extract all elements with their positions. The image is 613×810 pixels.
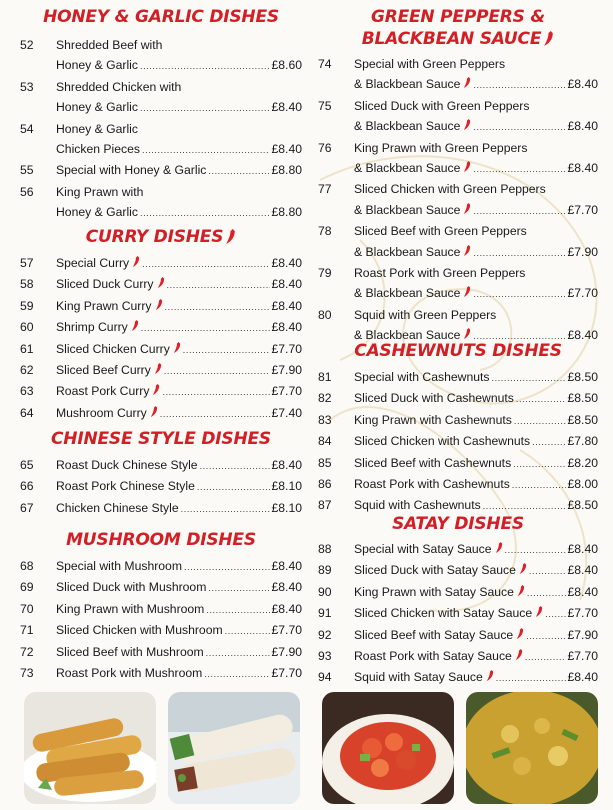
item-number: 73 bbox=[20, 666, 34, 681]
item-price: £8.40 bbox=[567, 77, 598, 92]
item-price: £7.40 bbox=[271, 405, 302, 420]
item-name: Squid with Green Peppers bbox=[354, 307, 497, 322]
item-price: £7.90 bbox=[567, 627, 598, 642]
item-number: 72 bbox=[20, 644, 34, 659]
leader-dots bbox=[527, 583, 566, 603]
item-name: Shredded Beef with bbox=[56, 38, 163, 52]
section-title: CASHEWNUTS DISHES bbox=[354, 341, 562, 361]
item-number: 78 bbox=[318, 224, 332, 239]
leader-dots bbox=[200, 456, 270, 476]
item-number: 84 bbox=[318, 434, 332, 449]
item-list bbox=[20, 253, 302, 424]
item-price: £7.70 bbox=[271, 384, 302, 399]
chili-icon bbox=[155, 299, 163, 310]
item-price: £7.70 bbox=[567, 606, 598, 621]
item-price: £8.20 bbox=[567, 455, 598, 470]
menu-item bbox=[318, 582, 598, 603]
item-name: Shredded Chicken with bbox=[56, 79, 182, 94]
item-number: 91 bbox=[318, 606, 332, 621]
chili-icon bbox=[543, 31, 554, 46]
item-name: Honey & Garlic bbox=[56, 58, 138, 73]
item-name: Mushroom Curry bbox=[56, 405, 147, 420]
menu-item bbox=[318, 410, 598, 431]
menu-item bbox=[20, 360, 302, 381]
leader-dots bbox=[496, 668, 566, 688]
item-price: £8.50 bbox=[567, 412, 598, 427]
item-price: £8.40 bbox=[567, 563, 598, 578]
menu-item bbox=[318, 179, 598, 221]
leader-dots bbox=[184, 557, 270, 577]
menu-item bbox=[318, 221, 598, 263]
leader-dots bbox=[164, 361, 270, 381]
item-name: Honey & Garlic bbox=[56, 121, 138, 136]
leader-dots bbox=[183, 340, 270, 360]
item-name: & Blackbean Sauce bbox=[354, 202, 461, 217]
item-number: 59 bbox=[20, 298, 34, 313]
food-photos bbox=[0, 692, 613, 810]
section-title bbox=[20, 226, 302, 248]
item-number: 52 bbox=[20, 38, 34, 52]
menu-item bbox=[20, 160, 302, 181]
item-number: 62 bbox=[20, 363, 34, 378]
honey-garlic-section bbox=[20, 6, 302, 224]
menu-item bbox=[318, 388, 598, 409]
chili-icon bbox=[463, 286, 471, 297]
chili-icon bbox=[463, 328, 471, 339]
leader-dots bbox=[532, 432, 565, 452]
item-name: Chicken Chinese Style bbox=[56, 500, 179, 515]
item-price: £8.40 bbox=[567, 119, 598, 134]
section-title-text: BLACKBEAN SAUCE bbox=[361, 29, 542, 49]
item-price: £8.40 bbox=[271, 580, 302, 595]
item-number: 64 bbox=[20, 405, 34, 420]
menu-item bbox=[318, 474, 598, 495]
item-name: Sliced Beef with Cashewnuts bbox=[354, 455, 512, 470]
leader-dots bbox=[197, 477, 270, 497]
item-number: 69 bbox=[20, 580, 34, 595]
item-number: 61 bbox=[20, 341, 34, 356]
chili-icon bbox=[132, 256, 140, 267]
leader-dots bbox=[208, 578, 269, 598]
item-number: 53 bbox=[20, 79, 34, 94]
item-price: £7.70 bbox=[567, 202, 598, 217]
item-name: Roast Pork with Mushroom bbox=[56, 666, 203, 681]
leader-dots bbox=[162, 382, 269, 402]
mushroom-section bbox=[20, 529, 302, 684]
leader-dots bbox=[140, 203, 270, 223]
chili-icon bbox=[463, 77, 471, 88]
menu-item bbox=[20, 77, 302, 119]
menu-item bbox=[318, 603, 598, 624]
item-price: £7.90 bbox=[567, 244, 598, 259]
item-name: King Prawn Curry bbox=[56, 298, 152, 313]
chili-icon bbox=[486, 670, 494, 681]
item-name: Sliced Beef with Satay Sauce bbox=[354, 627, 514, 642]
leader-dots bbox=[514, 411, 566, 431]
section-title-line1: GREEN PEPPERS & bbox=[370, 7, 546, 27]
item-number: 66 bbox=[20, 479, 34, 494]
item-price: £7.70 bbox=[271, 341, 302, 356]
menu-item bbox=[20, 556, 302, 577]
item-name: Sliced Duck Curry bbox=[56, 277, 154, 292]
leader-dots bbox=[526, 626, 565, 646]
item-price: £7.80 bbox=[567, 434, 598, 449]
item-name: Sliced Chicken with Cashewnuts bbox=[354, 434, 531, 449]
item-name: Roast Pork Curry bbox=[56, 384, 150, 399]
item-price: £8.40 bbox=[271, 601, 302, 616]
satay-section bbox=[318, 513, 598, 689]
leader-dots bbox=[181, 499, 270, 519]
item-price: £8.50 bbox=[567, 391, 598, 406]
menu-item bbox=[20, 476, 302, 497]
item-number: 89 bbox=[318, 563, 332, 578]
chili-icon bbox=[152, 384, 160, 395]
menu-item bbox=[318, 539, 598, 560]
section-title-text: CURRY DISHES bbox=[85, 227, 224, 247]
chili-icon bbox=[495, 542, 503, 553]
item-number: 80 bbox=[318, 307, 332, 322]
leader-dots bbox=[473, 243, 565, 263]
chili-icon bbox=[517, 585, 525, 596]
item-price: £8.80 bbox=[271, 205, 302, 220]
curry-photo bbox=[466, 692, 598, 804]
leader-dots bbox=[505, 540, 566, 560]
item-name: Special with Honey & Garlic bbox=[56, 163, 207, 178]
leader-dots bbox=[225, 621, 270, 641]
menu-item bbox=[20, 642, 302, 663]
item-name: Special with Green Peppers bbox=[354, 57, 506, 71]
item-name: Sliced Duck with Mushroom bbox=[56, 580, 207, 595]
item-name: Sliced Beef Curry bbox=[56, 363, 151, 378]
item-number: 77 bbox=[318, 182, 332, 197]
leader-dots bbox=[208, 161, 269, 181]
item-number: 74 bbox=[318, 57, 332, 71]
chili-icon bbox=[515, 649, 523, 660]
chili-icon bbox=[131, 320, 139, 331]
item-price: £7.70 bbox=[271, 623, 302, 638]
item-number: 68 bbox=[20, 559, 34, 573]
item-name: & Blackbean Sauce bbox=[354, 161, 461, 176]
leader-dots bbox=[206, 643, 270, 663]
item-number: 83 bbox=[318, 412, 332, 427]
chili-icon bbox=[157, 277, 165, 288]
menu-item bbox=[318, 431, 598, 452]
menu-item bbox=[318, 560, 598, 581]
item-name: King Prawn with bbox=[56, 184, 144, 199]
sweet-and-sour-photo bbox=[322, 692, 454, 804]
leader-dots bbox=[140, 98, 270, 118]
item-number: 93 bbox=[318, 649, 332, 664]
section-title: HONEY & GARLIC DISHES bbox=[43, 7, 279, 27]
leader-dots bbox=[165, 297, 270, 317]
leader-dots bbox=[167, 275, 270, 295]
item-name: Special Curry bbox=[56, 256, 130, 270]
menu-item bbox=[20, 317, 302, 338]
menu-item bbox=[20, 339, 302, 360]
item-price: £8.50 bbox=[567, 370, 598, 384]
item-price: £8.40 bbox=[271, 320, 302, 335]
item-name: Special with Satay Sauce bbox=[354, 542, 492, 556]
item-name: Sliced Chicken Curry bbox=[56, 341, 170, 356]
leader-dots bbox=[473, 284, 565, 304]
leader-dots bbox=[516, 389, 566, 409]
section-title-line2 bbox=[318, 28, 598, 50]
item-name: King Prawn with Mushroom bbox=[56, 601, 205, 616]
item-number: 81 bbox=[318, 370, 332, 384]
chili-icon bbox=[516, 628, 524, 639]
leader-dots bbox=[142, 254, 269, 274]
item-name: Sliced Duck with Cashewnuts bbox=[354, 391, 514, 406]
item-number: 86 bbox=[318, 477, 332, 492]
item-name: Sliced Duck with Green Peppers bbox=[354, 98, 530, 113]
item-price: £8.10 bbox=[271, 500, 302, 515]
item-name: Sliced Chicken with Mushroom bbox=[56, 623, 223, 638]
menu-item bbox=[20, 577, 302, 598]
item-name: Sliced Beef with Green Peppers bbox=[354, 224, 527, 239]
item-name: Sliced Chicken with Green Peppers bbox=[354, 182, 546, 197]
leader-dots bbox=[545, 604, 565, 624]
item-number: 70 bbox=[20, 601, 34, 616]
item-price: £8.10 bbox=[271, 479, 302, 494]
item-list bbox=[318, 539, 598, 689]
item-name: Roast Pork with Satay Sauce bbox=[354, 649, 512, 664]
spring-rolls-photo bbox=[24, 692, 156, 804]
leader-dots bbox=[141, 318, 270, 338]
item-price: £8.40 bbox=[271, 142, 302, 157]
chili-icon bbox=[519, 563, 527, 574]
item-number: 58 bbox=[20, 277, 34, 292]
item-number: 67 bbox=[20, 500, 34, 515]
item-price: £8.80 bbox=[271, 163, 302, 178]
menu-item bbox=[318, 625, 598, 646]
menu-item bbox=[20, 455, 302, 476]
item-name: King Prawn with Green Peppers bbox=[354, 140, 528, 155]
chili-icon bbox=[463, 161, 471, 172]
item-number: 55 bbox=[20, 163, 34, 178]
item-name: & Blackbean Sauce bbox=[354, 77, 461, 92]
cashewnuts-section bbox=[318, 340, 598, 517]
item-name: Squid with Satay Sauce bbox=[354, 670, 483, 685]
menu-item bbox=[20, 620, 302, 641]
leader-dots bbox=[492, 368, 566, 388]
item-name: Squid with Cashewnuts bbox=[354, 498, 481, 513]
menu-item bbox=[20, 381, 302, 402]
leader-dots bbox=[142, 140, 270, 160]
item-price: £8.40 bbox=[271, 458, 302, 472]
menu-item bbox=[318, 367, 598, 388]
item-number: 60 bbox=[20, 320, 34, 335]
item-name: Roast Pork with Cashewnuts bbox=[354, 477, 510, 492]
item-price: £7.70 bbox=[567, 286, 598, 301]
chili-icon bbox=[225, 229, 236, 244]
menu-item bbox=[318, 96, 598, 138]
item-price: £8.40 bbox=[271, 277, 302, 292]
item-number: 90 bbox=[318, 584, 332, 599]
item-number: 75 bbox=[318, 98, 332, 113]
item-number: 88 bbox=[318, 542, 332, 556]
chili-icon bbox=[535, 606, 543, 617]
item-name: Roast Pork with Green Peppers bbox=[354, 266, 526, 281]
item-price: £8.40 bbox=[567, 584, 598, 599]
item-price: £8.40 bbox=[567, 328, 598, 343]
item-name: Sliced Beef with Mushroom bbox=[56, 644, 204, 659]
chinese-style-section bbox=[20, 428, 302, 519]
menu-item bbox=[318, 263, 598, 305]
item-price: £8.40 bbox=[567, 542, 598, 556]
item-price: £7.90 bbox=[271, 644, 302, 659]
item-number: 87 bbox=[318, 498, 332, 513]
menu-item bbox=[20, 182, 302, 224]
menu-item bbox=[20, 35, 302, 77]
item-name: Honey & Garlic bbox=[56, 100, 138, 115]
item-name: Shrimp Curry bbox=[56, 320, 128, 335]
leader-dots bbox=[512, 475, 566, 495]
menu-item bbox=[20, 498, 302, 519]
leader-dots bbox=[473, 75, 565, 95]
menu-item bbox=[318, 138, 598, 180]
leader-dots bbox=[160, 404, 270, 424]
item-price: £8.40 bbox=[271, 559, 302, 573]
item-price: £7.70 bbox=[271, 666, 302, 681]
item-name: Special with Mushroom bbox=[56, 559, 182, 573]
item-list bbox=[318, 54, 598, 347]
chili-icon bbox=[463, 119, 471, 130]
item-name: Roast Duck Chinese Style bbox=[56, 458, 198, 472]
item-price: £8.40 bbox=[567, 161, 598, 176]
menu-item bbox=[20, 403, 302, 424]
item-price: £8.40 bbox=[271, 100, 302, 115]
item-price: £8.40 bbox=[271, 256, 302, 270]
item-number: 56 bbox=[20, 184, 34, 199]
item-name: & Blackbean Sauce bbox=[354, 244, 461, 259]
item-name: & Blackbean Sauce bbox=[354, 328, 461, 343]
item-number: 54 bbox=[20, 121, 34, 136]
item-name: & Blackbean Sauce bbox=[354, 286, 461, 301]
item-list bbox=[20, 455, 302, 519]
menu-item bbox=[318, 646, 598, 667]
leader-dots bbox=[529, 561, 566, 581]
item-name: King Prawn with Cashewnuts bbox=[354, 412, 512, 427]
item-list bbox=[20, 35, 302, 224]
item-name: Sliced Chicken with Satay Sauce bbox=[354, 606, 533, 621]
leader-dots bbox=[473, 117, 565, 137]
item-price: £7.90 bbox=[271, 363, 302, 378]
item-number: 94 bbox=[318, 670, 332, 685]
item-price: £8.00 bbox=[567, 477, 598, 492]
leader-dots bbox=[513, 454, 565, 474]
chili-icon bbox=[150, 406, 158, 417]
menu-item bbox=[20, 119, 302, 161]
chili-icon bbox=[173, 342, 181, 353]
leader-dots bbox=[473, 201, 565, 221]
item-number: 65 bbox=[20, 458, 34, 472]
item-name: Honey & Garlic bbox=[56, 205, 138, 220]
leader-dots bbox=[525, 647, 566, 667]
leader-dots bbox=[206, 600, 269, 620]
leader-dots bbox=[473, 159, 565, 179]
menu-item bbox=[20, 296, 302, 317]
item-name: Special with Cashewnuts bbox=[354, 370, 490, 384]
item-number: 92 bbox=[318, 627, 332, 642]
item-price: £8.60 bbox=[271, 58, 302, 73]
item-price: £8.40 bbox=[271, 298, 302, 313]
menu-item bbox=[20, 599, 302, 620]
item-list bbox=[20, 556, 302, 684]
item-price: £8.40 bbox=[567, 670, 598, 685]
section-title: CHINESE STYLE DISHES bbox=[51, 429, 271, 449]
section-title: MUSHROOM DISHES bbox=[66, 530, 256, 550]
menu-item bbox=[318, 667, 598, 688]
item-price: £7.70 bbox=[567, 649, 598, 664]
chili-icon bbox=[154, 363, 162, 374]
item-number: 85 bbox=[318, 455, 332, 470]
menu-item bbox=[318, 453, 598, 474]
menu-item bbox=[20, 663, 302, 684]
pancake-rolls-photo bbox=[168, 692, 300, 804]
menu-item bbox=[318, 54, 598, 96]
item-number: 63 bbox=[20, 384, 34, 399]
section-title: SATAY DISHES bbox=[392, 514, 524, 534]
item-number: 71 bbox=[20, 623, 34, 638]
item-name: Roast Pork Chinese Style bbox=[56, 479, 195, 494]
chili-icon bbox=[463, 245, 471, 256]
item-name: King Prawn with Satay Sauce bbox=[354, 584, 514, 599]
item-list bbox=[318, 367, 598, 517]
leader-dots bbox=[204, 664, 269, 684]
menu-item bbox=[20, 253, 302, 274]
item-price: £8.50 bbox=[567, 498, 598, 513]
green-peppers-section bbox=[318, 6, 598, 347]
item-name: Chicken Pieces bbox=[56, 142, 140, 157]
curry-section bbox=[20, 226, 302, 424]
menu-item bbox=[20, 274, 302, 295]
item-number: 57 bbox=[20, 256, 34, 270]
item-number: 76 bbox=[318, 140, 332, 155]
item-number: 79 bbox=[318, 266, 332, 281]
item-number: 82 bbox=[318, 391, 332, 406]
item-name: & Blackbean Sauce bbox=[354, 119, 461, 134]
leader-dots bbox=[140, 56, 270, 76]
chili-icon bbox=[463, 203, 471, 214]
item-name: Sliced Duck with Satay Sauce bbox=[354, 563, 516, 578]
